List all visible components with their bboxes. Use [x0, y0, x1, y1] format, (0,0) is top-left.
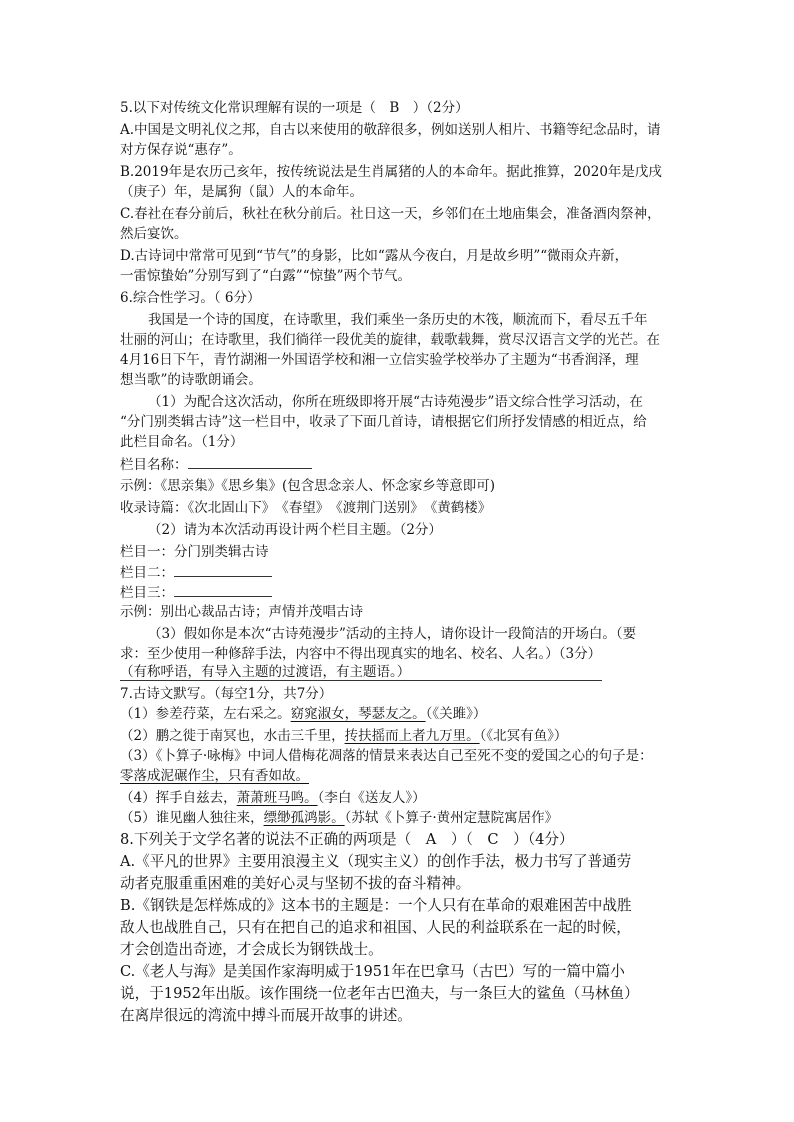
column-name-blank[interactable]: [188, 454, 312, 469]
q7-item-2-source: （《北冥有鱼》）: [479, 728, 568, 744]
q5-option-c-cont: 然后宴饮。: [120, 226, 188, 242]
q6-part1-prompt-cont: 此栏目命名。（1分）: [120, 434, 244, 450]
q6-part3-answer: （有称呼语，有导入主题的过渡语，有主题语。）: [120, 664, 411, 680]
q6-intro-line: 4月16日下午，青竹湖湘一外国语学校和湘一立信实验学校举办了主题为“书香润泽，理: [120, 352, 639, 368]
column-two-blank[interactable]: [174, 562, 272, 577]
q8-option-b: B.《钢铁是怎样炼成的》这本书的主题是：一个人只有在革命的艰难困苦中战胜: [120, 897, 632, 914]
q6-part1-prompt: （1）为配合这次活动，你所在班级即将开展“古诗苑漫步”语文综合性学习活动，在: [148, 394, 643, 410]
q7-item-2-answer: 抟扶摇而上者九万里。: [344, 728, 480, 744]
q7-item-4-answer: 萧萧班马鸣。: [236, 790, 318, 806]
q6-stem: 6.综合性学习。（ 6分）: [120, 290, 261, 306]
q7-item-2: [120, 726, 567, 746]
q7-item-5-prompt: （5）谁见幽人独往来，: [120, 810, 264, 826]
q7-item-3-answer-line: [120, 766, 309, 786]
q8-option-c-cont: 说，于1952年出版。该作围绕一位老年古巴渔夫，与一条巨大的鲨鱼（马林鱼）: [120, 985, 639, 1002]
column-three-line: [120, 582, 272, 603]
q7-item-4-source: （李白《送友人》）: [317, 790, 426, 806]
q8-option-c-cont: 在离岸很远的湾流中搏斗而展开故事的讲述。: [120, 1007, 412, 1024]
q5-option-b: B.2019年是农历己亥年，按传统说法是生肖属猪的人的本命年。据此推算，2020年是戊戌: [120, 164, 662, 180]
column-one: 栏目一：分门别类辑古诗: [120, 544, 269, 560]
q5-option-c: C.春社在春分前后，秋社在秋分前后。社日这一天，乡邻们在土地庙集会，准备酒肉祭神，: [120, 206, 661, 222]
q7-item-5-source: （苏轼《卜算子·黄州定慧院寓居作》: [344, 810, 559, 826]
q7-item-5: [120, 808, 558, 828]
q5-option-a-cont: 对方保存说“惠存”。: [120, 142, 242, 158]
q7-item-4: [120, 788, 426, 808]
example-answer-2: 示例：别出心裁品古诗；声情并茂唱古诗: [120, 604, 363, 620]
q7-item-3-answer: 零落成泥碾作尘，只有香如故。: [120, 768, 309, 784]
q6-part2-prompt: （2）请为本次活动再设计两个栏目主题。（2分）: [148, 522, 442, 538]
q5-option-d-cont: 一雷惊蛰始”分别写到了“白露”“惊蛰”两个节气。: [120, 268, 412, 284]
q5-option-d: D.古诗词中常常可见到“节气”的身影，比如“露从今夜白，月是故乡明”“微雨众卉新，: [120, 248, 629, 264]
q6-part3-prompt-cont: 求：至少使用一种修辞手法，内容中不得出现真实的地名、校名、人名。）（3分）: [120, 646, 602, 662]
column-three-blank[interactable]: [174, 582, 272, 597]
q5-option-a: A.中国是文明礼仪之邦，自古以来使用的敬辞很多，例如送别人相片、书籍等纪念品时，请: [120, 122, 661, 138]
q7-item-5-answer: 缥缈孤鸿影。: [263, 810, 345, 826]
q7-stem: 7.古诗文默写。（每空1分，共7分）: [120, 686, 333, 702]
q6-part3-prompt: （3）假如你是本次“古诗苑漫步”活动的主持人，请你设计一段简洁的开场白。（要: [148, 626, 637, 642]
column-two-line: [120, 562, 272, 583]
example-answer-1: 示例：《思亲集》《思乡集》(包含思念亲人、怀念家乡等意即可): [120, 478, 496, 494]
q7-item-1: [120, 704, 486, 724]
q7-item-1-answer: 窈窕淑女，琴瑟友之。: [290, 706, 426, 722]
q8-option-b-cont: 敌人也战胜自己，只有在把自己的追求和祖国、人民的利益联系在一起的时候，: [120, 919, 631, 936]
q7-item-1-source: （《关雎》）: [425, 706, 487, 722]
q6-intro-line: 壮丽的河山；在诗歌里，我们徜徉一段优美的旋律，载歌载舞，赏尽汉语言文学的光芒。在: [120, 332, 660, 348]
included-poems: 收录诗篇：《次北固山下》 《春望》 《渡荆门送别》 《黄鹤楼》: [120, 500, 492, 516]
q7-item-1-prompt: （1）参差荇菜，左右采之。: [120, 706, 291, 722]
q8-option-c: C.《老人与海》是美国作家海明威于1951年在巴拿马（古巴）写的一篇中篇小: [120, 963, 625, 980]
column-name-label: 栏目名称：: [120, 457, 188, 473]
q6-intro-line: 我国是一个诗的国度，在诗歌里，我们乘坐一条历史的木筏，顺流而下，看尽五千年: [148, 312, 648, 328]
q6-intro-line: 想当歌”的诗歌朗诵会。: [120, 372, 262, 388]
answer-underline: [120, 680, 602, 681]
q8-option-a-cont: 动者克服重重困难的美好心灵与坚韧不拔的奋斗精神。: [120, 875, 471, 892]
column-two-label: 栏目二：: [120, 565, 174, 581]
q7-item-4-prompt: （4）挥手自兹去，: [120, 790, 237, 806]
q8-stem: 8.下列关于文学名著的说法不正确的两项是（ A ）（ C ）（4分）: [120, 831, 574, 848]
q5-option-b-cont: （庚子）年，是属狗（鼠）人的本命年。: [120, 184, 363, 200]
q6-part1-prompt-cont: “分门别类辑古诗”这一栏目中，收录了下面几首诗，请根据它们所抒发情感的相近点，给: [120, 414, 647, 430]
q8-option-b-cont: 才会创造出奇迹，才会成长为钢铁战士。: [120, 941, 383, 958]
q5-stem: 5.以下对传统文化常识理解有误的一项是（ B ）（2分）: [120, 100, 469, 116]
q8-option-a: A.《平凡的世界》主要用浪漫主义（现实主义）的创作手法，极力书写了普通劳: [120, 853, 632, 870]
column-three-label: 栏目三：: [120, 585, 174, 601]
q7-item-3-prompt: （3）《卜算子·咏梅》中词人借梅花凋落的情景来表达自己至死不变的爱国之心的句子是：: [120, 748, 653, 764]
column-name-line: [120, 454, 312, 475]
q7-item-2-prompt: （2）鹏之徙于南冥也，水击三千里，: [120, 728, 345, 744]
